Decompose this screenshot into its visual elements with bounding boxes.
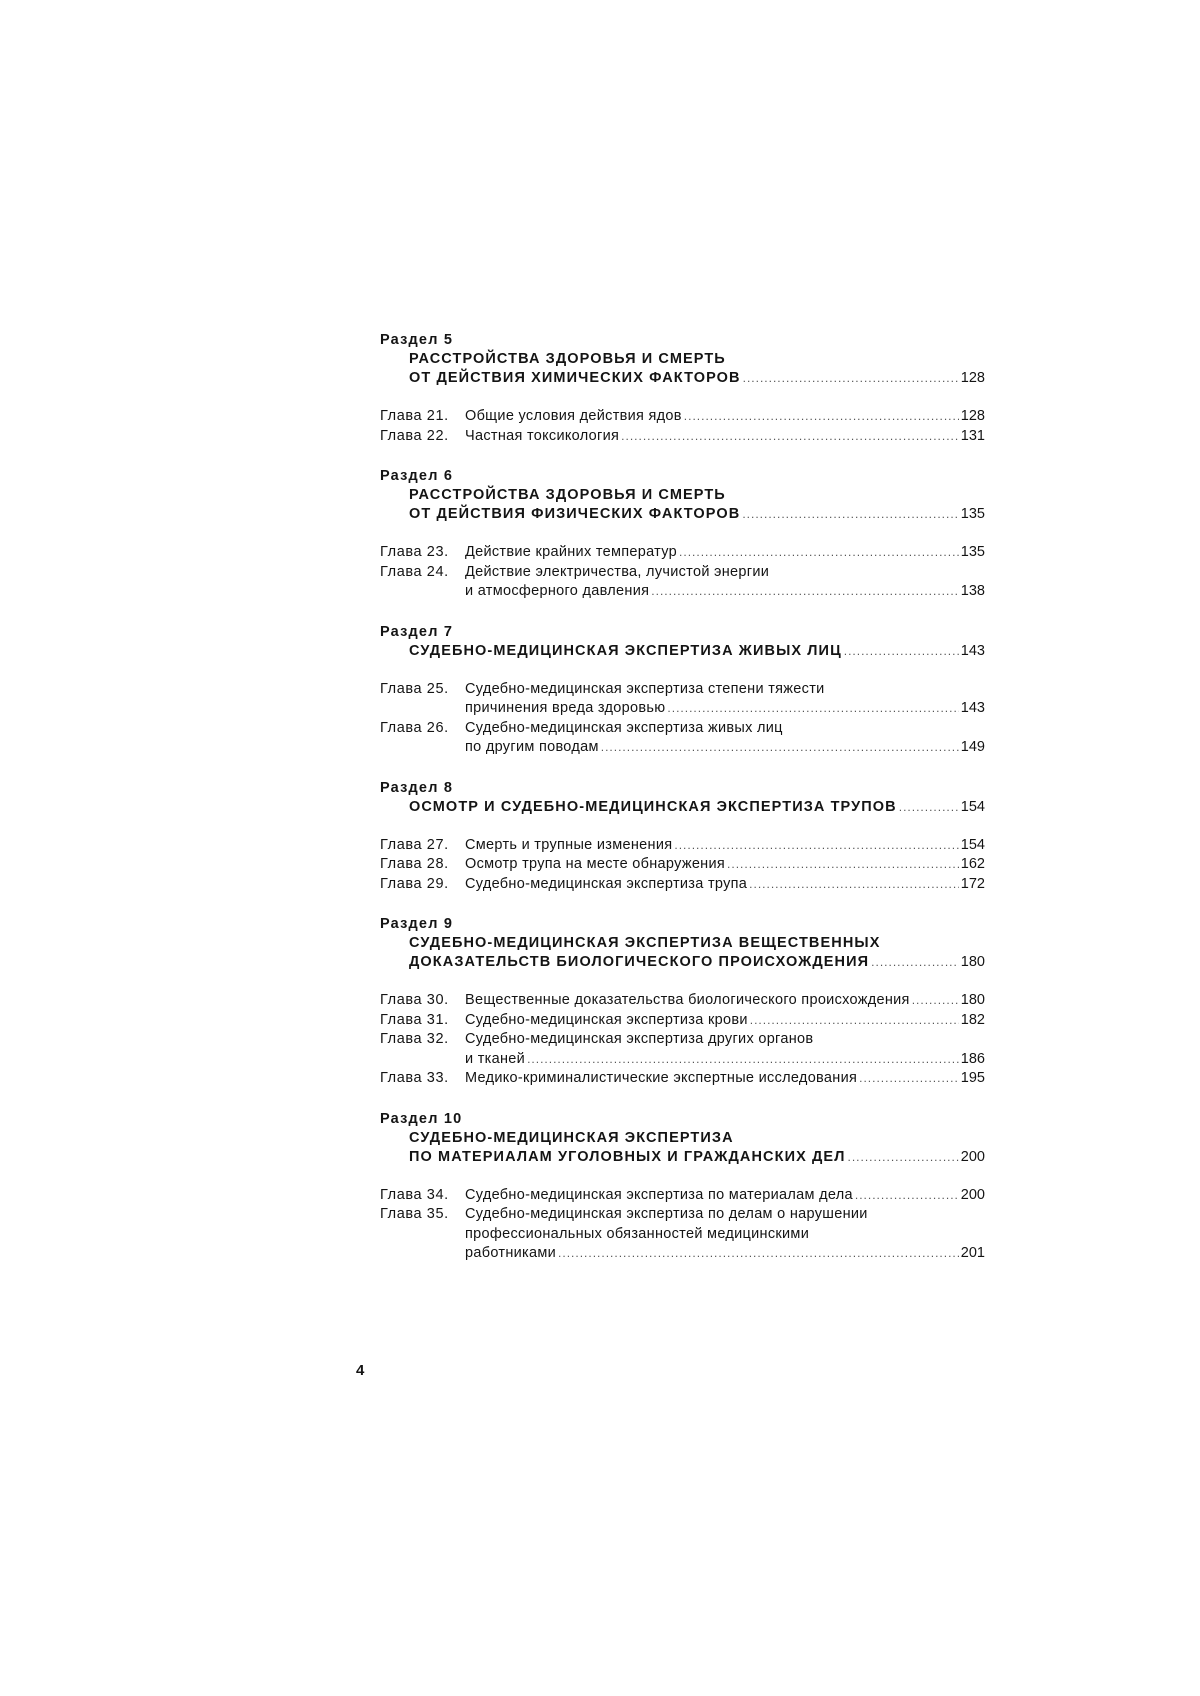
toc-line — [465, 1030, 985, 1050]
chapter-entry — [380, 563, 985, 602]
dot-leader — [727, 855, 959, 875]
entry-text: и тканей — [465, 1050, 526, 1067]
entry-text: причинения вреда здоровью — [465, 700, 666, 716]
chapter-title — [465, 407, 985, 427]
dot-leader — [621, 427, 959, 447]
toc-line — [465, 680, 985, 700]
entry-text: Судебно-медицинская экспертиза по материалам дела — [465, 1186, 853, 1203]
dot-leader — [855, 1186, 959, 1206]
dot-leader — [601, 738, 959, 758]
toc-line — [465, 1244, 985, 1264]
entry-text: СУДЕБНО-МЕДИЦИНСКАЯ ЭКСПЕРТИЗА ЖИВЫХ ЛИЦ — [409, 642, 842, 659]
page-number: 4 — [356, 1362, 365, 1379]
page-ref: 138 — [960, 583, 985, 599]
toc-line — [465, 1186, 985, 1206]
page-ref: 154 — [960, 836, 985, 853]
chapter-list — [380, 680, 985, 758]
chapter-title — [465, 543, 985, 563]
section-label: Раздел 7 — [380, 623, 454, 640]
dot-leader — [651, 582, 959, 602]
toc-line — [465, 991, 985, 1011]
dot-leader — [667, 699, 958, 719]
section-label: Раздел 5 — [380, 332, 454, 348]
chapter-entry — [380, 1205, 985, 1264]
page-ref: 131 — [960, 427, 985, 444]
chapter-title — [465, 875, 985, 895]
chapter-label: Глава 32. — [380, 1031, 449, 1047]
toc-line — [409, 1129, 985, 1148]
dot-leader — [859, 1069, 959, 1089]
toc-line — [409, 642, 985, 661]
toc-section — [380, 331, 985, 446]
entry-text: Действие электричества, лучистой энергии — [465, 563, 770, 580]
chapter-entry — [380, 680, 985, 719]
dot-leader — [674, 836, 958, 856]
page-ref: 128 — [960, 408, 985, 424]
entry-text: Судебно-медицинская экспертиза по делам о нарушении — [465, 1206, 868, 1222]
toc-line — [465, 407, 985, 427]
toc-line — [465, 836, 985, 856]
entry-text: ОТ ДЕЙСТВИЯ ФИЗИЧЕСКИХ ФАКТОРОВ — [409, 506, 741, 522]
chapter-entry — [380, 427, 985, 447]
section-label: Раздел 10 — [380, 1110, 463, 1127]
toc-line — [465, 699, 985, 719]
dot-leader — [871, 953, 959, 972]
dot-leader — [558, 1244, 959, 1264]
toc-line — [409, 486, 985, 505]
section-title — [380, 1129, 985, 1167]
chapter-title — [465, 719, 985, 758]
chapter-label: Глава 31. — [380, 1011, 449, 1028]
page-ref: 182 — [960, 1011, 985, 1028]
toc-section — [380, 467, 985, 602]
page-ref: 149 — [960, 739, 985, 755]
page-ref: 162 — [960, 856, 985, 872]
chapter-label: Глава 26. — [380, 719, 449, 736]
page-ref: 135 — [960, 506, 985, 522]
chapter-label: Глава 23. — [380, 544, 449, 560]
chapter-title — [465, 1205, 985, 1264]
chapter-label: Глава 28. — [380, 856, 449, 872]
toc-section — [380, 779, 985, 895]
entry-text: по другим поводам — [465, 739, 599, 755]
dot-leader — [847, 1148, 958, 1167]
chapter-title — [465, 855, 985, 875]
page-ref: 200 — [960, 1186, 985, 1203]
chapter-label: Глава 24. — [380, 563, 449, 580]
chapter-entry — [380, 407, 985, 427]
section-title — [380, 486, 985, 524]
toc-line — [465, 1069, 985, 1089]
toc-line — [465, 1225, 985, 1245]
entry-text: Судебно-медицинская экспертиза других органов — [465, 1031, 814, 1047]
toc-line — [465, 563, 985, 583]
toc-section — [380, 623, 985, 758]
toc-line — [409, 798, 985, 817]
dot-leader — [844, 642, 959, 661]
entry-text: ОТ ДЕЙСТВИЯ ХИМИЧЕСКИХ ФАКТОРОВ — [409, 370, 741, 386]
entry-text: ДОКАЗАТЕЛЬСТВ БИОЛОГИЧЕСКОГО ПРОИСХОЖДЕНИЯ — [409, 954, 870, 970]
section-title — [380, 798, 985, 817]
entry-text: и атмосферного давления — [465, 583, 650, 599]
chapter-entry — [380, 991, 985, 1011]
chapter-label: Глава 29. — [380, 875, 449, 892]
toc-section — [380, 1110, 985, 1264]
toc-line — [409, 1148, 985, 1167]
chapter-entry — [380, 875, 985, 895]
chapter-label: Глава 27. — [380, 836, 449, 853]
page-ref: 154 — [960, 798, 985, 815]
chapter-entry — [380, 836, 985, 856]
toc-line — [465, 855, 985, 875]
chapter-label: Глава 21. — [380, 408, 449, 424]
page-ref: 135 — [960, 544, 985, 560]
chapter-list — [380, 991, 985, 1089]
toc-line — [465, 719, 985, 739]
entry-text: Действие крайних температур — [465, 544, 678, 560]
chapter-entry — [380, 855, 985, 875]
page-ref: 128 — [960, 370, 985, 386]
entry-text: Судебно-медицинская экспертиза степени тяжести — [465, 680, 825, 697]
chapter-title — [465, 427, 985, 447]
section-label: Раздел 9 — [380, 916, 454, 932]
chapter-label: Глава 25. — [380, 680, 449, 697]
page-ref: 201 — [960, 1245, 985, 1261]
toc-line — [465, 1011, 985, 1031]
page-ref: 180 — [960, 954, 985, 970]
chapter-entry — [380, 1011, 985, 1031]
toc-line — [465, 738, 985, 758]
page-ref: 172 — [960, 875, 985, 892]
section-title — [380, 934, 985, 972]
page-ref: 180 — [960, 992, 985, 1008]
toc-line — [465, 1205, 985, 1225]
entry-text: ОСМОТР И СУДЕБНО-МЕДИЦИНСКАЯ ЭКСПЕРТИЗА ТРУПОВ — [409, 798, 897, 815]
dot-leader — [743, 369, 959, 388]
entry-text: СУДЕБНО-МЕДИЦИНСКАЯ ЭКСПЕРТИЗА — [409, 1129, 734, 1146]
chapter-title — [465, 1030, 985, 1069]
chapter-title — [465, 1069, 985, 1089]
section-label: Раздел 8 — [380, 779, 454, 796]
toc-line — [465, 427, 985, 447]
entry-text: Осмотр трупа на месте обнаружения — [465, 856, 726, 872]
toc-line — [409, 505, 985, 524]
toc-line — [465, 582, 985, 602]
chapter-label: Глава 22. — [380, 427, 449, 444]
dot-leader — [750, 1011, 959, 1031]
chapter-title — [465, 680, 985, 719]
chapter-label: Глава 35. — [380, 1206, 449, 1222]
chapter-label: Глава 34. — [380, 1186, 449, 1203]
entry-text: Общие условия действия ядов — [465, 408, 682, 424]
entry-text: работниками — [465, 1245, 557, 1261]
chapter-label: Глава 30. — [380, 992, 449, 1008]
chapter-entry — [380, 1186, 985, 1206]
chapter-list — [380, 543, 985, 602]
entry-text: РАССТРОЙСТВА ЗДОРОВЬЯ И СМЕРТЬ — [409, 487, 726, 503]
dot-leader — [749, 875, 959, 895]
toc-line — [465, 543, 985, 563]
page-ref: 195 — [960, 1070, 985, 1086]
entry-text: РАССТРОЙСТВА ЗДОРОВЬЯ И СМЕРТЬ — [409, 351, 726, 367]
dot-leader — [684, 407, 959, 427]
entry-text: ПО МАТЕРИАЛАМ УГОЛОВНЫХ И ГРАЖДАНСКИХ ДЕЛ — [409, 1148, 846, 1165]
chapter-title — [465, 836, 985, 856]
chapter-title — [465, 563, 985, 602]
chapter-list — [380, 407, 985, 446]
entry-text: СУДЕБНО-МЕДИЦИНСКАЯ ЭКСПЕРТИЗА ВЕЩЕСТВЕННЫХ — [409, 935, 881, 951]
section-label: Раздел 6 — [380, 468, 454, 484]
dot-leader — [679, 543, 959, 563]
toc-line — [409, 350, 985, 369]
chapter-list — [380, 836, 985, 895]
entry-text: Вещественные доказательства биологического происхождения — [465, 992, 910, 1008]
section-title — [380, 350, 985, 388]
dot-leader — [742, 505, 958, 524]
chapter-title — [465, 1186, 985, 1206]
toc-line — [409, 953, 985, 972]
page-ref: 200 — [960, 1148, 985, 1165]
page-ref: 186 — [960, 1050, 985, 1067]
chapter-title — [465, 1011, 985, 1031]
chapter-entry — [380, 1069, 985, 1089]
toc-line — [465, 1050, 985, 1070]
chapter-label: Глава 33. — [380, 1070, 449, 1086]
entry-text: Частная токсикология — [465, 427, 620, 444]
entry-text: Смерть и трупные изменения — [465, 836, 673, 853]
entry-text: профессиональных обязанностей медицинскими — [465, 1225, 810, 1242]
chapter-list — [380, 1186, 985, 1264]
entry-text: Судебно-медицинская экспертиза крови — [465, 1011, 748, 1028]
page-ref: 143 — [960, 642, 985, 659]
toc-line — [465, 875, 985, 895]
table-of-contents — [380, 331, 985, 1285]
chapter-entry — [380, 1030, 985, 1069]
chapter-entry — [380, 719, 985, 758]
entry-text: Медико-криминалистические экспертные исследования — [465, 1070, 858, 1086]
entry-text: Судебно-медицинская экспертиза живых лиц — [465, 719, 783, 736]
toc-line — [409, 369, 985, 388]
toc-line — [409, 934, 985, 953]
dot-leader — [527, 1050, 959, 1070]
dot-leader — [912, 991, 959, 1011]
page-ref: 143 — [960, 700, 985, 716]
chapter-entry — [380, 543, 985, 563]
toc-section — [380, 915, 985, 1089]
chapter-title — [465, 991, 985, 1011]
dot-leader — [899, 798, 959, 817]
entry-text: Судебно-медицинская экспертиза трупа — [465, 875, 748, 892]
section-title — [380, 642, 985, 661]
